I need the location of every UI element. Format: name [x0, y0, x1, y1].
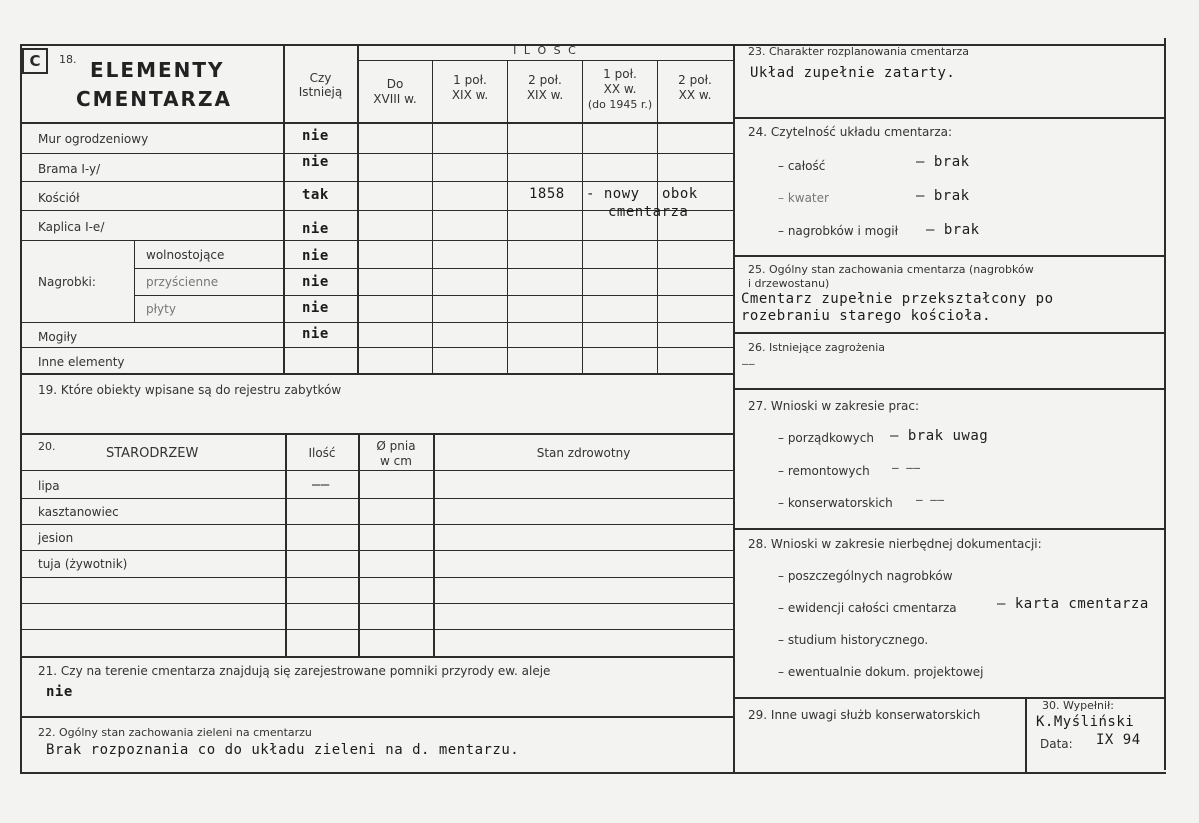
tree-row-4: tuja (żywotnik): [38, 557, 128, 571]
s27-item-1-value: – brak uwag: [890, 428, 989, 444]
row-label-nagrobki: Nagrobki:: [38, 275, 96, 289]
s28-label: 28. Wnioski w zakresie nierbędnej dokumentacji:: [748, 537, 1042, 551]
s20-row-line: [20, 577, 733, 578]
s24-item-3-label: – nagrobków i mogił: [778, 224, 899, 238]
panel-divider: [733, 44, 735, 773]
s20-top-line: [20, 433, 733, 435]
s20-row-line: [20, 550, 733, 551]
s20-title: STARODRZEW: [106, 446, 199, 461]
s18-col-line: [432, 60, 433, 374]
s21-label: 21. Czy na terenie cmentarza znajdują się zarejestrowane pomniki przyrody ew. aleje: [38, 664, 551, 678]
s20-col-pnia2: w cm: [380, 454, 412, 468]
s23-value: Układ zupełnie zatarty.: [750, 65, 956, 81]
s25-label-line1: 25. Ogólny stan zachowania cmentarza (nagrobków: [748, 263, 1034, 276]
s18-title-line1: ELEMENTY: [90, 58, 225, 82]
s28-top-line: [733, 528, 1166, 530]
s18-row-line: [134, 268, 733, 269]
kosciol-note-b: cmentarza: [608, 204, 689, 220]
s18-row-line: [20, 322, 733, 323]
s18-row-line: [20, 347, 733, 348]
row-value-mur: nie: [302, 128, 329, 144]
s28-item-2-label: – ewidencji całości cmentarza: [778, 601, 957, 615]
s20-col-stan: Stan zdrowotny: [536, 446, 631, 460]
s27-item-3-value: – ——: [916, 493, 945, 506]
s22-top-line: [20, 716, 733, 718]
s20-row-line: [20, 603, 733, 604]
s18-col-line: [507, 60, 508, 374]
s20-col-pnia1: Ø pnia: [376, 439, 416, 453]
s28-item-4-label: – ewentualnie dokum. projektowej: [778, 665, 984, 679]
s18-row-line: [20, 181, 733, 182]
row-label-mur: Mur ogrodzeniowy: [38, 132, 149, 146]
s23-label: 23. Charakter rozplanowania cmentarza: [748, 45, 969, 58]
s27-label: 27. Wnioski w zakresie prac:: [748, 399, 920, 413]
s28-item-3-label: – studium historycznego.: [778, 633, 929, 647]
s24-item-2-label: – kwater: [778, 191, 829, 205]
col-period-2-l2: XIX w.: [451, 88, 489, 102]
row-label-kosciol: Kościół: [38, 191, 80, 205]
s28-item-2-value: – karta cmentarza: [997, 596, 1149, 612]
s29-label: 29. Inne uwagi służb konserwatorskich: [748, 708, 981, 722]
s26-value: ——: [742, 359, 756, 370]
s25-value-line1: Cmentarz zupełnie przekształcony po: [741, 291, 1054, 307]
row-label-inne: Inne elementy: [38, 355, 125, 369]
kosciol-note-c: obok: [662, 186, 698, 202]
col-period-4-l3: (do 1945 r.): [587, 98, 653, 111]
s25-value-line2: rozebraniu starego kościoła.: [741, 308, 992, 324]
s26-top-line: [733, 332, 1166, 334]
s30-date: IX 94: [1096, 732, 1141, 748]
s22-label: 22. Ogólny stan zachowania zieleni na cmentarzu: [38, 726, 312, 739]
s18-header-bottom: [20, 122, 733, 124]
kosciol-note-a: - nowy: [586, 186, 640, 202]
col-period-5-l2: XX w.: [678, 88, 712, 102]
ilosc-underline: [358, 60, 733, 61]
s24-item-2-value: – brak: [916, 188, 970, 204]
s30-name: K.Myśliński: [1036, 714, 1135, 730]
col-period-4-l1: 1 poł.: [603, 67, 637, 81]
col-exists-label2: Istnieją: [298, 85, 343, 99]
col-period-3-l2: XIX w.: [526, 88, 564, 102]
row-label-kaplica: Kaplica I-e/: [38, 220, 105, 234]
s21-value: nie: [46, 684, 73, 700]
s30-left-line: [1025, 697, 1027, 772]
row-value-kaplica: nie: [302, 221, 329, 237]
s18-bottom-line: [20, 373, 733, 375]
s27-top-line: [733, 388, 1166, 390]
nagrobki-sub-1: wolnostojące: [146, 248, 225, 262]
nagrobki-value-2: nie: [302, 274, 329, 290]
nagrobki-sub-3: płyty: [146, 302, 176, 316]
s22-value: Brak rozpoznania co do układu zieleni na d. mentarzu.: [46, 742, 520, 758]
frame-bottom-line: [20, 772, 1166, 774]
s28-item-1-label: – poszczególnych nagrobków: [778, 569, 953, 583]
s30-date-label: Data:: [1040, 737, 1073, 751]
nagrobki-value-1: nie: [302, 248, 329, 264]
s25-label-line2: i drzewostanu): [748, 277, 830, 290]
tree-row-1-ilosc: ——: [312, 477, 330, 493]
col-period-5-l1: 2 poł.: [678, 73, 712, 87]
nagrobki-value-3: nie: [302, 300, 329, 316]
nagrobki-sub-line: [134, 240, 135, 322]
s18-number: 18.: [59, 53, 77, 66]
col-period-1-l2: XVIII w.: [373, 92, 417, 106]
tree-row-2: kasztanowiec: [38, 505, 119, 519]
s20-row-line: [20, 498, 733, 499]
s27-item-2-label: – remontowych: [778, 464, 870, 478]
row-label-brama: Brama I-y/: [38, 162, 101, 176]
s24-top-line: [733, 117, 1166, 119]
s18-row-line: [20, 240, 733, 241]
s20-number: 20.: [38, 440, 56, 453]
s18-title-line2: CMENTARZA: [76, 87, 232, 111]
s26-label: 26. Istniejące zagrożenia: [748, 341, 886, 354]
tree-row-1: lipa: [38, 479, 60, 493]
col-period-4-l2: XX w.: [603, 82, 637, 96]
s27-item-1-label: – porządkowych: [778, 431, 874, 445]
s24-label: 24. Czytelność układu cmentarza:: [748, 125, 953, 139]
s27-item-3-label: – konserwatorskich: [778, 496, 893, 510]
s18-row-line: [20, 153, 733, 154]
s20-row-line: [20, 524, 733, 525]
s30-label: 30. Wypełnił:: [1042, 699, 1114, 712]
row-value-mogily: nie: [302, 326, 329, 342]
frame-right-line: [1164, 38, 1166, 770]
s19-label: 19. Które obiekty wpisane są do rejestru zabytków: [38, 383, 342, 397]
ilosc-header: I L O Ś Ć: [513, 44, 578, 57]
s27-item-2-value: – ——: [892, 461, 921, 474]
s24-item-1-label: – całość: [778, 159, 826, 173]
s20-row-line: [20, 629, 733, 630]
col-period-1-l1: Do: [386, 77, 404, 91]
s20-header-bottom: [20, 470, 733, 471]
col-exists-label1: Czy: [309, 71, 332, 85]
s21-top-line: [20, 656, 733, 658]
s24-item-3-value: – brak: [926, 222, 980, 238]
tree-row-3: jesion: [38, 531, 74, 545]
col-period-3-l1: 2 poł.: [528, 73, 562, 87]
row-value-brama: nie: [302, 154, 329, 170]
s24-item-1-value: – brak: [916, 154, 970, 170]
row-label-mogily: Mogiły: [38, 330, 78, 344]
s25-top-line: [733, 255, 1166, 257]
col-period-2-l1: 1 poł.: [453, 73, 487, 87]
s20-col-line: [433, 433, 435, 656]
s20-col-line: [285, 433, 287, 656]
kosciol-year: 1858: [529, 186, 565, 202]
section-letter-box: C: [22, 48, 48, 74]
s18-row-line: [134, 295, 733, 296]
nagrobki-sub-2: przyścienne: [146, 275, 219, 289]
row-value-kosciol: tak: [302, 187, 329, 203]
s20-col-ilosc: Ilość: [308, 446, 336, 460]
